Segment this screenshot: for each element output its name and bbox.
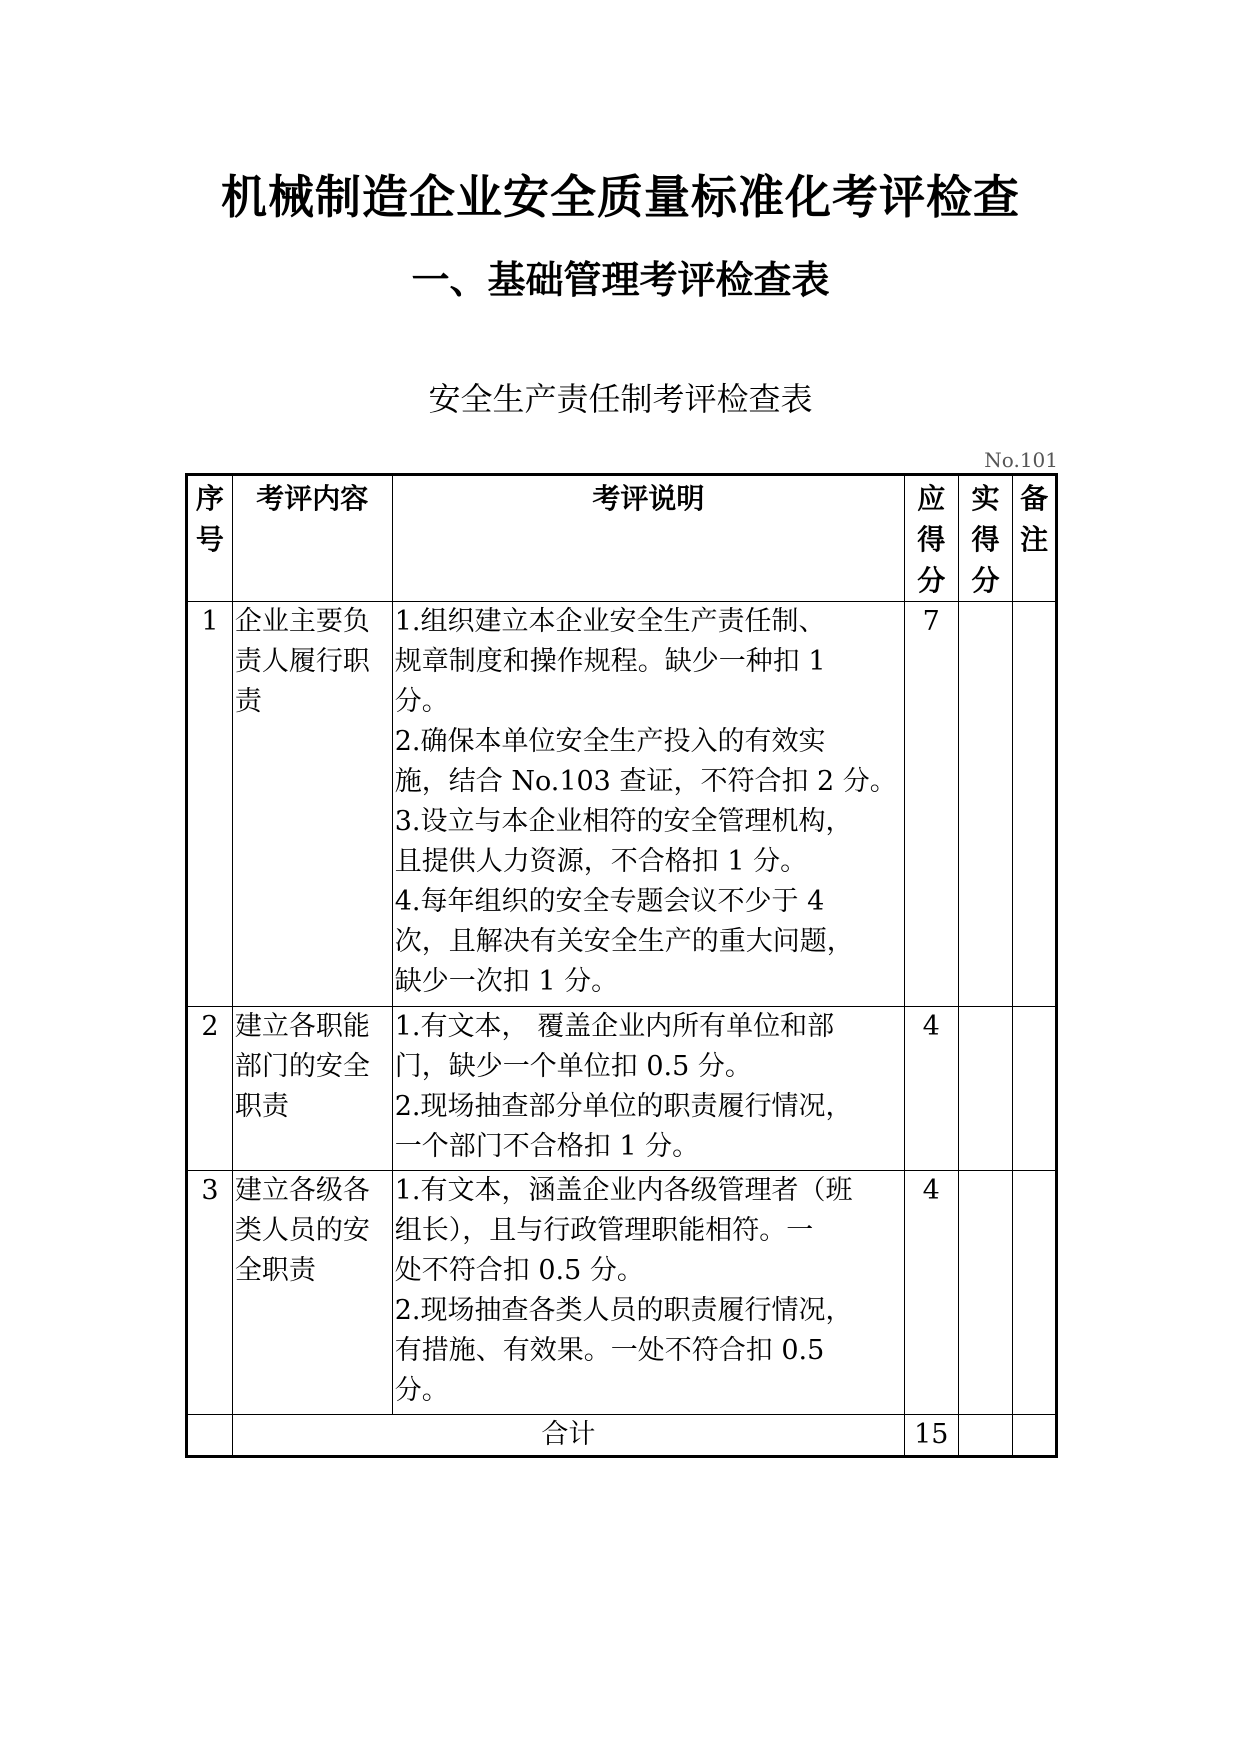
document-title: 机械制造企业安全质量标准化考评检查 bbox=[221, 170, 1020, 224]
row-score-actual[interactable] bbox=[958, 1171, 1013, 1415]
explanation-line: 门，缺少一个单位扣 0.5 分。 bbox=[394, 1051, 752, 1082]
content-line: 建立各职能 bbox=[234, 1011, 370, 1042]
header-score-actual-char: 实 bbox=[971, 482, 1000, 515]
row-score-due: 7 bbox=[904, 602, 958, 1007]
total-seq-blank bbox=[187, 1415, 233, 1457]
row-seq: 2 bbox=[187, 1007, 233, 1171]
total-score-due: 15 bbox=[904, 1415, 958, 1457]
header-explanation: 考评说明 bbox=[392, 475, 904, 602]
row-score-actual[interactable] bbox=[958, 602, 1013, 1007]
row-content bbox=[232, 1007, 392, 1171]
content-line: 部门的安全 bbox=[234, 1051, 370, 1082]
explanation-line: 次，且解决有关安全生产的重大问题， bbox=[394, 926, 854, 957]
header-score-due-char: 分 bbox=[917, 564, 946, 597]
explanation-line: 处不符合扣 0.5 分。 bbox=[394, 1255, 644, 1286]
header-score-due bbox=[904, 475, 958, 602]
row-explanation bbox=[392, 602, 904, 1007]
header-seq-char: 号 bbox=[195, 523, 224, 556]
total-row bbox=[187, 1415, 1057, 1457]
header-content: 考评内容 bbox=[232, 475, 392, 602]
total-score-actual[interactable] bbox=[958, 1415, 1013, 1457]
table-row bbox=[187, 1171, 1057, 1415]
table-number: No.101 bbox=[984, 448, 1058, 472]
row-explanation bbox=[392, 1171, 904, 1415]
explanation-line: 4.每年组织的安全专题会议不少于 4 bbox=[394, 886, 825, 917]
row-seq: 1 bbox=[187, 602, 233, 1007]
header-remark-char: 备 bbox=[1020, 482, 1049, 515]
section-title: 一、基础管理考评检查表 bbox=[411, 258, 830, 302]
explanation-line: 组长），且与行政管理职能相符。一 bbox=[394, 1215, 814, 1246]
header-score-actual-char: 分 bbox=[971, 564, 1000, 597]
content-line: 责人履行职 bbox=[234, 646, 370, 677]
content-line: 建立各级各 bbox=[234, 1175, 370, 1206]
explanation-line: 1.有文本， 覆盖企业内所有单位和部 bbox=[394, 1011, 835, 1042]
row-remark[interactable] bbox=[1013, 1171, 1057, 1415]
explanation-line: 一个部门不合格扣 1 分。 bbox=[394, 1131, 700, 1162]
header-remark-char: 注 bbox=[1020, 523, 1049, 556]
explanation-line: 规章制度和操作规程。缺少一种扣 1 bbox=[394, 646, 826, 677]
table-row bbox=[187, 1007, 1057, 1171]
explanation-line: 且提供人力资源，不合格扣 1 分。 bbox=[394, 846, 808, 877]
explanation-line: 施，结合 No.103 查证，不符合扣 2 分。 bbox=[394, 766, 897, 797]
header-score-due-char: 应 bbox=[917, 482, 946, 515]
explanation-line: 1.有文本，涵盖企业内各级管理者（班 bbox=[394, 1175, 853, 1206]
content-line: 类人员的安 bbox=[234, 1215, 370, 1246]
row-seq: 3 bbox=[187, 1171, 233, 1415]
content-line: 职责 bbox=[234, 1091, 289, 1122]
explanation-line: 2.确保本单位安全生产投入的有效实 bbox=[394, 726, 826, 757]
row-score-actual[interactable] bbox=[958, 1007, 1013, 1171]
total-label: 合计 bbox=[232, 1415, 904, 1457]
table-row bbox=[187, 602, 1057, 1007]
header-score-due-char: 得 bbox=[917, 523, 946, 556]
row-score-due: 4 bbox=[904, 1007, 958, 1171]
content-line: 全职责 bbox=[234, 1255, 316, 1286]
total-remark[interactable] bbox=[1013, 1415, 1057, 1457]
explanation-line: 2.现场抽查各类人员的职责履行情况， bbox=[394, 1295, 853, 1326]
table-header-row bbox=[187, 475, 1057, 602]
header-seq bbox=[187, 475, 233, 602]
header-seq-char: 序 bbox=[195, 482, 224, 515]
header-score-actual bbox=[958, 475, 1013, 602]
row-content bbox=[232, 1171, 392, 1415]
content-line: 企业主要负 bbox=[234, 606, 370, 637]
row-remark[interactable] bbox=[1013, 1007, 1057, 1171]
header-score-actual-char: 得 bbox=[971, 523, 1000, 556]
explanation-line: 有措施、有效果。一处不符合扣 0.5 bbox=[394, 1335, 825, 1366]
content-line: 责 bbox=[234, 686, 262, 717]
explanation-line: 2.现场抽查部分单位的职责履行情况， bbox=[394, 1091, 853, 1122]
row-content bbox=[232, 602, 392, 1007]
explanation-line: 1.组织建立本企业安全生产责任制、 bbox=[394, 606, 826, 637]
row-explanation bbox=[392, 1007, 904, 1171]
evaluation-table bbox=[185, 473, 1058, 1458]
explanation-line: 缺少一次扣 1 分。 bbox=[394, 966, 619, 997]
explanation-line: 3.设立与本企业相符的安全管理机构， bbox=[394, 806, 853, 837]
explanation-line: 分。 bbox=[394, 1375, 449, 1406]
explanation-line: 分。 bbox=[394, 686, 449, 717]
row-remark[interactable] bbox=[1013, 602, 1057, 1007]
row-score-due: 4 bbox=[904, 1171, 958, 1415]
header-remark bbox=[1013, 475, 1057, 602]
table-title: 安全生产责任制考评检查表 bbox=[428, 380, 813, 418]
